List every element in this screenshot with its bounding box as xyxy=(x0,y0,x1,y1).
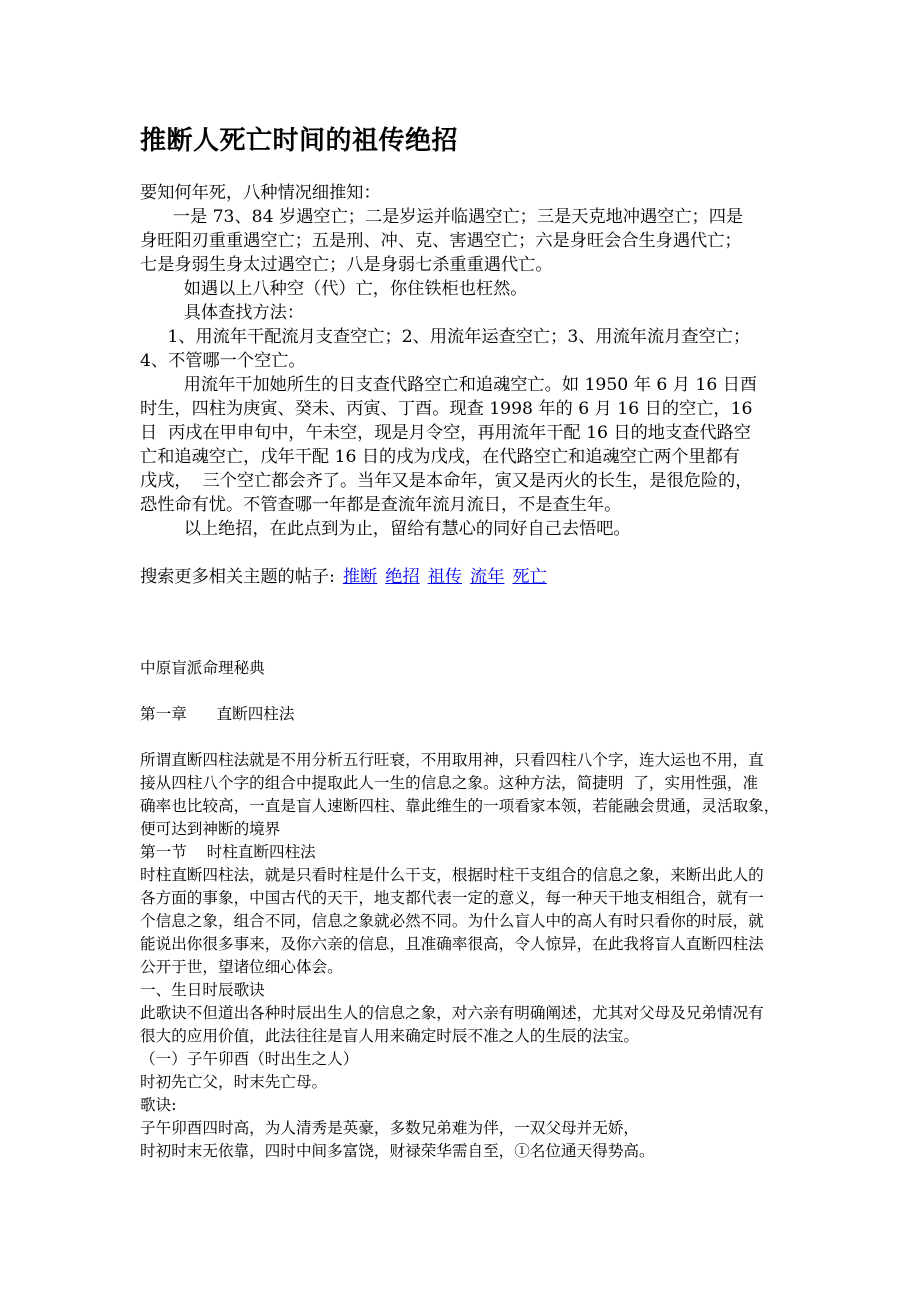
text-line: 1、用流年干配流月支查空亡；2、用流年运查空亡；3、用流年流月查空亡； xyxy=(140,327,751,347)
text-line: 公开于世，望诸位细心体会。 xyxy=(140,958,343,976)
topic-link[interactable]: 死亡 xyxy=(512,567,547,587)
text-line: 身旺阳刃重重遇空亡；五是刑、冲、克、害遇空亡；六是身旺会合生身遇代亡； xyxy=(140,231,742,251)
text-line: 一、生日时辰歌诀 xyxy=(140,981,265,999)
text-line xyxy=(140,726,790,749)
text-line: 很大的应用价值，此法往往是盲人用来确定时辰不准之人的生辰的法宝。 xyxy=(140,1027,640,1045)
text-line: 此歌诀不但道出各种时辰出生人的信息之象，对六亲有明确阐述，尤其对父母及兄弟情况有 xyxy=(140,1004,764,1022)
intro-section xyxy=(140,181,790,541)
text-line: 用流年干加她所生的日支查代路空亡和追魂空亡。如 1950 年 6 月 16 日酉 xyxy=(140,375,758,395)
text-line: 子午卯酉四时高，为人清秀是英豪，多数兄弟难为伴，一双父母并无娇， xyxy=(140,1119,640,1137)
related-topics-label: 搜索更多相关主题的帖子: xyxy=(140,567,335,587)
related-topics xyxy=(140,565,547,589)
text-line: 时生，四柱为庚寅、癸未、丙寅、丁酉。现查 1998 年的 6 月 16 日的空亡，16 xyxy=(140,399,753,419)
text-line: 七是身弱生身太过遇空亡；八是身弱七杀重重遇代亡。 xyxy=(140,255,553,275)
text-line: 日 丙戌在甲申旬中，午未空，现是月令空，再用流年干配 16 日的地支查代路空 xyxy=(140,423,751,443)
text-line: 如遇以上八种空（代）亡，你住铁柜也枉然。 xyxy=(140,279,528,299)
text-line: 要知何年死，八种情况细推知： xyxy=(140,183,381,203)
text-line: 各方面的事象，中国古代的天干，地支都代表一定的意义，每一种天干地支相组合，就有一 xyxy=(140,889,764,907)
topic-link[interactable]: 流年 xyxy=(470,567,505,587)
text-line: 具体查找方法： xyxy=(140,303,305,323)
text-line: 第一章 直断四柱法 xyxy=(140,705,295,723)
text-line: 便可达到神断的境界 xyxy=(140,820,281,838)
text-line: 时柱直断四柱法，就是只看时柱是什么干支，根据时柱干支组合的信息之象，来断出此人的 xyxy=(140,866,764,884)
text-line: 时初先亡父，时末先亡母。 xyxy=(140,1073,328,1091)
text-line xyxy=(140,680,790,703)
topic-link[interactable]: 祖传 xyxy=(427,567,463,587)
text-line: 第一节 时柱直断四柱法 xyxy=(140,843,316,861)
text-line: 亡和追魂空亡，戊年干配 16 日的戌为戊戌，在代路空亡和追魂空亡两个里都有 xyxy=(140,447,740,467)
text-line: 戊戌， 三个空亡都会齐了。当年又是本命年，寅又是丙火的长生，是很危险的， xyxy=(140,471,753,491)
text-line: 接从四柱八个字的组合中提取此人一生的信息之象。这种方法，简捷明 了，实用性强，准 xyxy=(140,774,759,792)
text-line: 歌诀: xyxy=(140,1096,177,1114)
text-line: 时初时末无依靠，四时中间多富饶，财禄荣华需自至，①名位通天得势高。 xyxy=(140,1142,655,1160)
text-line: （一）子午卯酉（时出生之人） xyxy=(140,1050,359,1068)
topic-link[interactable]: 推断 xyxy=(342,567,378,587)
chapter-section xyxy=(140,657,790,1163)
text-line: 所谓直断四柱法就是不用分析五行旺衰，不用取用神，只看四柱八个字，连大运也不用，直 xyxy=(140,751,764,769)
text-line: 个信息之象，组合不同，信息之象就必然不同。为什么盲人中的高人有时只看你的时辰，就 xyxy=(140,912,764,930)
text-line: 确率也比较高，一直是盲人速断四柱、靠此维生的一项看家本领，若能融会贯通，灵活取象， xyxy=(140,797,780,815)
text-line: 4、不管哪一个空亡。 xyxy=(140,351,306,371)
document-title: 推断人死亡时间的祖传绝招 xyxy=(140,126,459,156)
text-line: 恐性命有忧。不管查哪一年都是查流年流月流日，不是查生年。 xyxy=(140,495,622,515)
text-line: 能说出你很多事来，及你六亲的信息，且准确率很高，令人惊异，在此我将盲人直断四柱法 xyxy=(140,935,764,953)
text-line: 以上绝招，在此点到为止，留给有慧心的同好自己去悟吧。 xyxy=(140,519,631,539)
text-line: 一是 73、84 岁遇空亡；二是岁运并临遇空亡；三是天克地冲遇空亡；四是 xyxy=(140,207,744,227)
text-line: 中原盲派命理秘典 xyxy=(140,659,265,677)
topic-link[interactable]: 绝招 xyxy=(385,567,420,587)
